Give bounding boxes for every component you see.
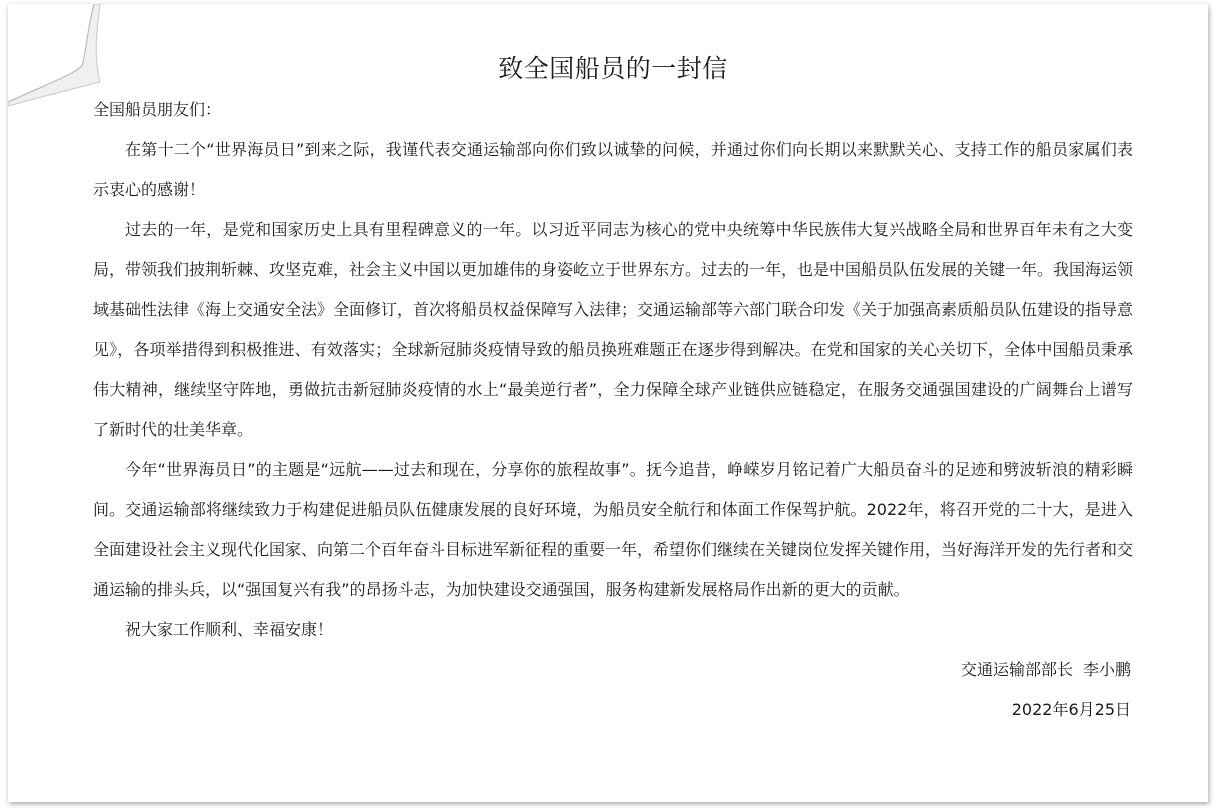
letter-title: 致全国船员的一封信	[498, 54, 728, 83]
letter-paragraph-1: 在第十二个“世界海员日”到来之际，我谨代表交通运输部向你们致以诚挚的问候，并通过你们向长期以来默默关心、支持工作的船员家属们表示衷心的感谢！	[93, 140, 1133, 199]
letter-paragraph-2: 过去的一年，是党和国家历史上具有里程碑意义的一年。以习近平同志为核心的党中央统筹中华民族伟大复兴战略全局和世界百年未有之大变局，带领我们披荆斩棘、攻坚克难，社会主义中国以更加雄伟的身姿屹立于世界东方。过去的一年，也是中国船员队伍发展的关键一年。我国海运领域基础性法律《海上交通安全法》全面修订，首次将船员权益保障写入法律；交通运输部等六部门联合印发《关于加强高素质船员队伍建设的指导意见》，各项举措得到积极推进、有效落实；全球新冠肺炎疫情导致的船员换班难题正在逐步得到解决。在党和国家的关心关切下，全体中国船员秉承伟大精神，继续坚守阵地，勇做抗击新冠肺炎疫情的水上“最美逆行者”，全力保障全球产业链供应链稳定，在服务交通强国建设的广阔舞台上谱写了新时代的壮美华章。	[93, 220, 1134, 439]
letter-date: 2022年6月25日	[1011, 700, 1131, 719]
signature-title: 交通运输部部长	[960, 660, 1073, 679]
letter-salutation: 全国船员朋友们：	[93, 100, 222, 119]
signature-name: 李小鹏	[1082, 660, 1131, 679]
letter-paragraph-4: 祝大家工作顺利、幸福安康！	[125, 620, 334, 639]
letter-signature	[93, 650, 1133, 690]
letter-body	[93, 48, 1133, 730]
letter-paragraph-3: 今年“世界海员日”的主题是“远航——过去和现在，分享你的旅程故事”。抚今追昔，峥嵘岁月铭记着广大船员奋斗的足迹和劈波斩浪的精彩瞬间。交通运输部将继续致力于构建促进船员队伍健康发展的良好环境，为船员安全航行和体面工作保驾护航。2022年，将召开党的二十大，是进入全面建设社会主义现代化国家、向第二个百年奋斗目标进军新征程的重要一年，希望你们继续在关键岗位发挥关键作用，当好海洋开发的先行者和交通运输的排头兵，以“强国复兴有我”的昂扬斗志，为加快建设交通强国，服务构建新发展格局作出新的更大的贡献。	[93, 460, 1134, 599]
letter-paper	[8, 4, 1208, 802]
